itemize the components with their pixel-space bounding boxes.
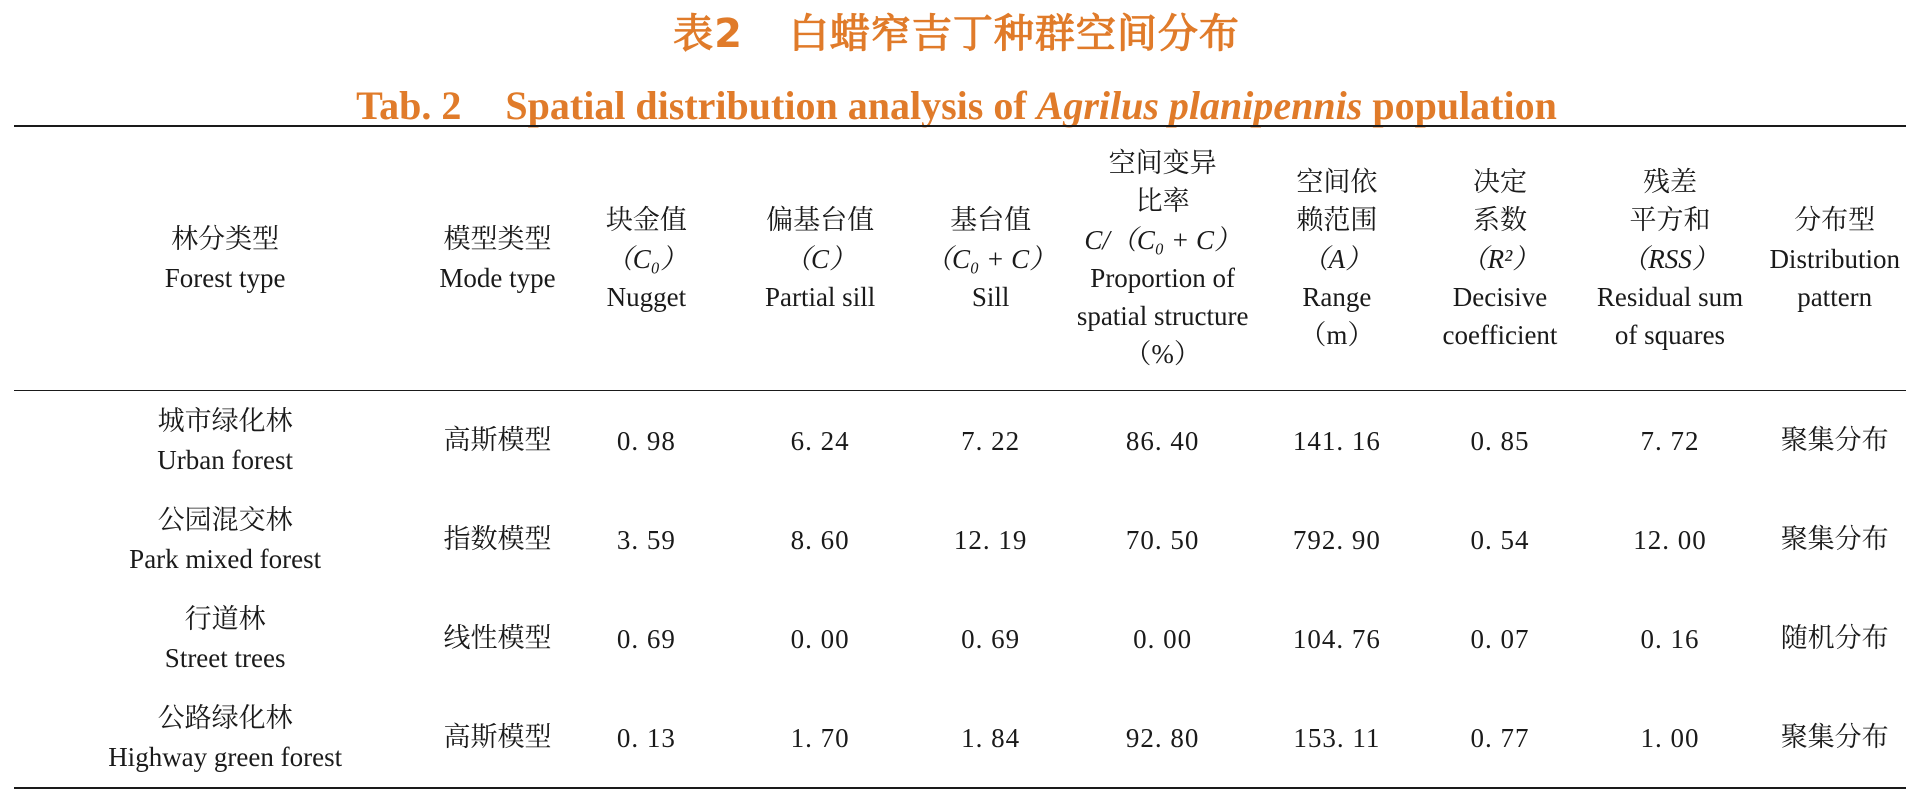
range-cell: 141. 16 <box>1292 425 1381 456</box>
range-cell: 153. 11 <box>1250 688 1423 788</box>
sill-cell: 1. 84 <box>906 688 1075 788</box>
forest-type-cell: 公园混交林 Park mixed forest <box>129 504 322 574</box>
range-cell: 792. 90 <box>1292 524 1381 555</box>
proportion-cell: 92. 80 <box>1075 688 1250 788</box>
rss-cell: 12. 00 <box>1633 524 1707 555</box>
forest-type-cell: 城市绿化林 Urban forest <box>157 405 293 475</box>
col-header-partial-sill: 偏基台值 （C） Partial sill <box>734 126 906 391</box>
proportion-cell: 0. 00 <box>1133 623 1193 654</box>
nugget-cell: 0. 69 <box>616 623 676 654</box>
col-header-proportion: 空间变异 比率 C/（C₀ + C） Proportion of spatial structure （%） <box>1075 126 1250 391</box>
sill-cell: 7. 22 <box>961 425 1021 456</box>
range-cell: 104. 76 <box>1292 623 1381 654</box>
r2-cell: 0. 07 <box>1470 623 1530 654</box>
model-cell: 指数模型 <box>443 523 552 555</box>
col-header-r2: 决定 系数 （R²） Decisive coefficient <box>1423 126 1576 391</box>
table-row <box>14 490 1906 589</box>
nugget-cell: 3. 59 <box>616 524 676 555</box>
table-caption <box>0 0 1913 128</box>
sill-cell: 12. 19 <box>953 524 1028 555</box>
caption-en-label: Tab. 2 <box>356 83 462 128</box>
col-header-nugget: 块金值 （C₀） Nugget <box>559 126 734 391</box>
partial-sill-cell: 8. 60 <box>790 524 850 555</box>
forest-type-cell: 公路绿化林 Highway green forest <box>14 688 436 788</box>
distribution-cell: 随机分布 <box>1780 622 1889 654</box>
model-cell: 线性模型 <box>443 622 552 654</box>
caption-en-species: Agrilus planipennis <box>1036 83 1363 128</box>
spatial-distribution-table <box>14 125 1906 789</box>
caption-en-suffix: population <box>1372 83 1557 128</box>
caption-chinese <box>0 11 1913 57</box>
table-row <box>14 589 1906 688</box>
nugget-cell: 0. 13 <box>559 688 734 788</box>
col-header-rss: 残差 平方和 （RSS） Residual sum of squares <box>1577 126 1764 391</box>
distribution-cell: 聚集分布 <box>1780 523 1889 555</box>
table-row <box>14 391 1906 491</box>
col-header-sill: 基台值 （C₀ + C） Sill <box>906 126 1075 391</box>
proportion-cell: 70. 50 <box>1125 524 1200 555</box>
caption-cn-text: 白蜡窄吉丁种群空间分布 <box>788 11 1240 57</box>
r2-cell: 0. 85 <box>1470 425 1530 456</box>
col-header-distribution: 分布型 Distribution pattern <box>1763 126 1906 391</box>
partial-sill-cell: 0. 00 <box>790 623 850 654</box>
caption-cn-label: 表2 <box>673 11 743 57</box>
col-header-forest-type: 林分类型 Forest type <box>14 126 436 391</box>
caption-en-prefix: Spatial distribution analysis of <box>505 83 1027 128</box>
rss-cell: 7. 72 <box>1640 425 1700 456</box>
model-cell: 高斯模型 <box>436 688 558 788</box>
col-header-range: 空间依 赖范围 （A） Range （m） <box>1250 126 1423 391</box>
table-row <box>14 688 1906 788</box>
col-header-model-type: 模型类型 Mode type <box>436 126 558 391</box>
distribution-cell: 聚集分布 <box>1763 688 1906 788</box>
r2-cell: 0. 54 <box>1470 524 1530 555</box>
r2-cell: 0. 77 <box>1423 688 1576 788</box>
model-cell: 高斯模型 <box>443 424 552 456</box>
rss-cell: 1. 00 <box>1577 688 1764 788</box>
forest-type-cell: 行道林 Street trees <box>164 603 286 673</box>
rss-cell: 0. 16 <box>1640 623 1700 654</box>
sill-cell: 0. 69 <box>961 623 1021 654</box>
partial-sill-cell: 1. 70 <box>734 688 906 788</box>
nugget-cell: 0. 98 <box>616 425 676 456</box>
header-row <box>14 126 1906 391</box>
partial-sill-cell: 6. 24 <box>790 425 850 456</box>
caption-english <box>0 84 1913 128</box>
proportion-cell: 86. 40 <box>1125 425 1200 456</box>
distribution-cell: 聚集分布 <box>1780 424 1889 456</box>
